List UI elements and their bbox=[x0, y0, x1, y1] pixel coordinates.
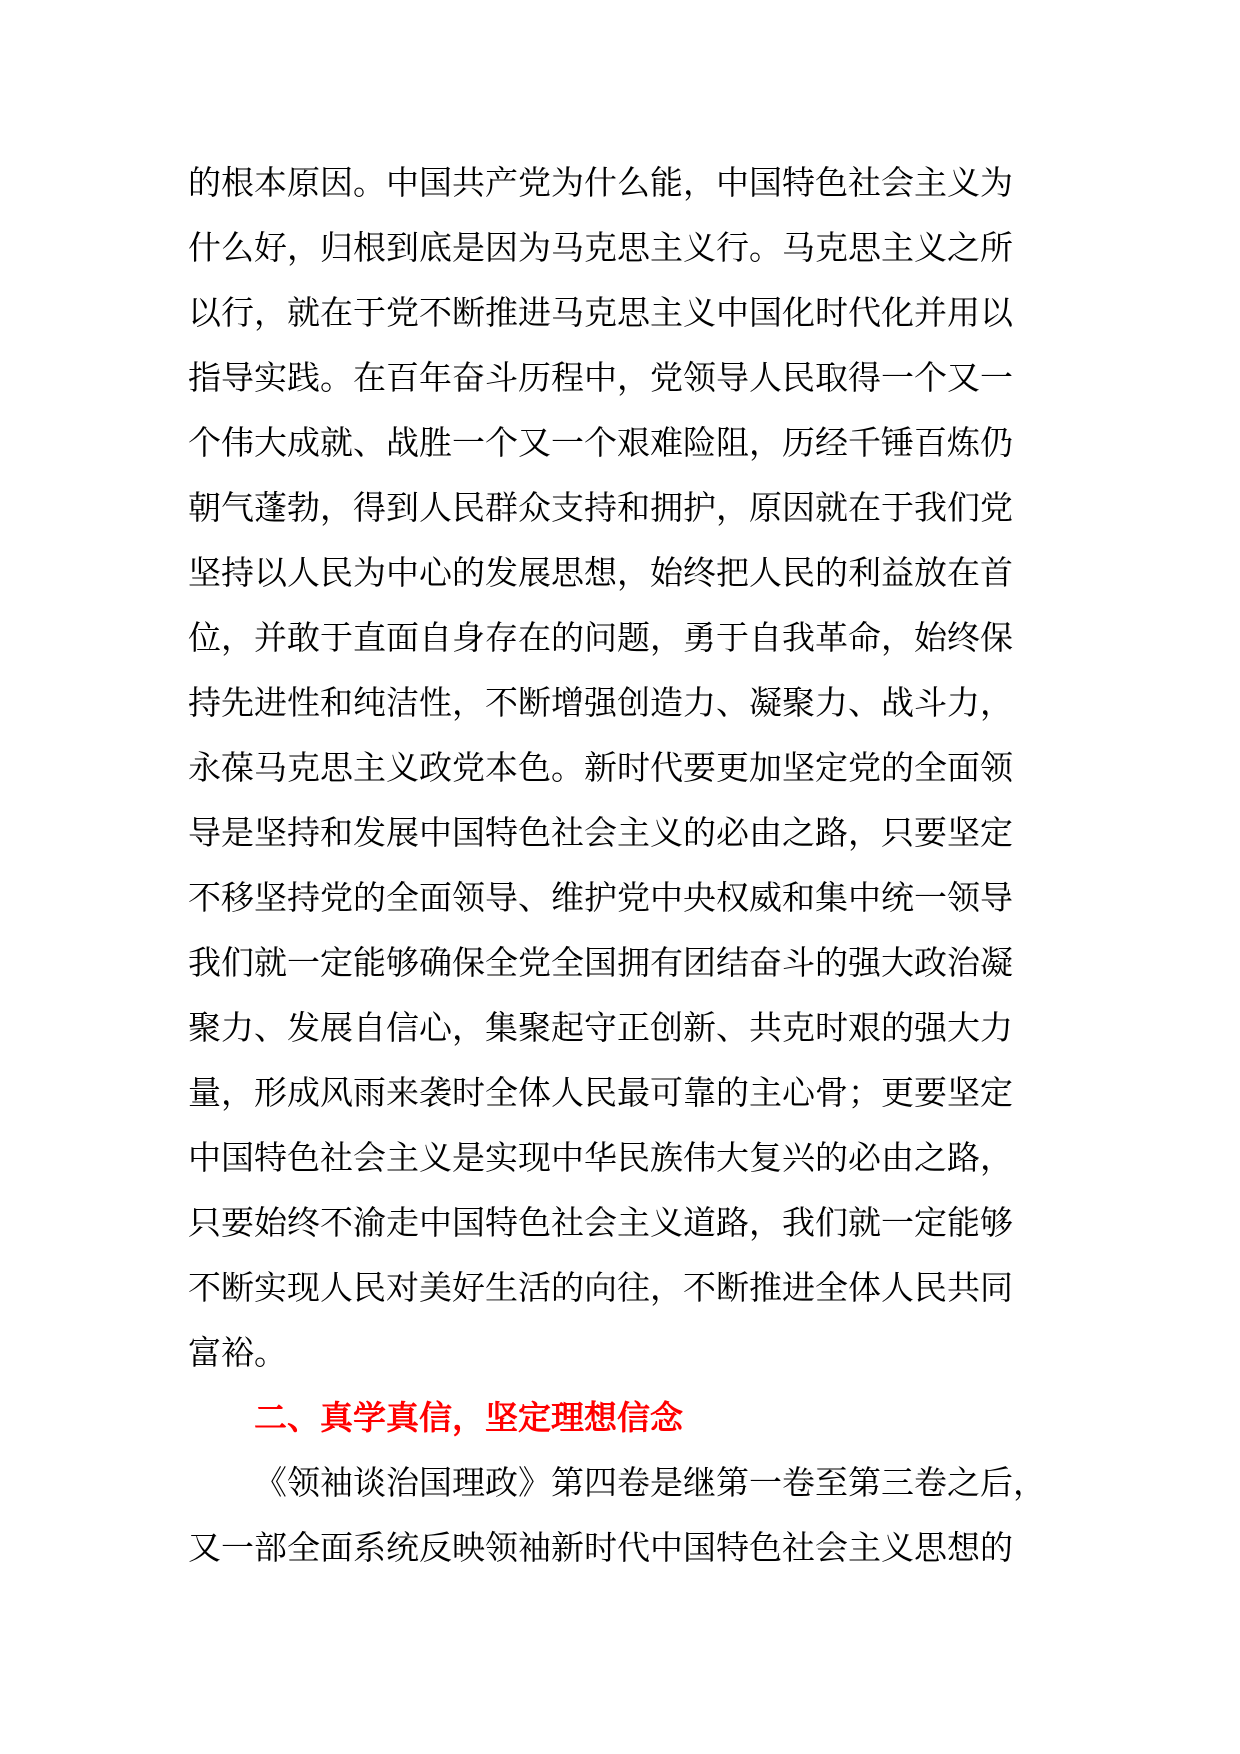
paragraph-line: 只要始终不渝走中国特色社会主义道路，我们就一定能够 bbox=[188, 1203, 1013, 1242]
paragraph-line: 坚持以人民为中心的发展思想，始终把人民的利益放在首 bbox=[188, 553, 1013, 592]
paragraph-line: 导是坚持和发展中国特色社会主义的必由之路，只要坚定 bbox=[188, 813, 1013, 852]
paragraph-line: 《领袖谈治国理政》第四卷是继第一卷至第三卷之后， bbox=[254, 1463, 1046, 1502]
paragraph-line: 聚力、发展自信心，集聚起守正创新、共克时艰的强大力 bbox=[188, 1008, 1013, 1047]
paragraph-line: 富裕。 bbox=[188, 1333, 287, 1372]
paragraph-line: 什么好，归根到底是因为马克思主义行。马克思主义之所 bbox=[188, 228, 1013, 267]
paragraph-line: 我们就一定能够确保全党全国拥有团结奋斗的强大政治凝 bbox=[188, 943, 1013, 982]
paragraph-line: 的根本原因。中国共产党为什么能，中国特色社会主义为 bbox=[188, 163, 1013, 202]
paragraph-line: 朝气蓬勃，得到人民群众支持和拥护，原因就在于我们党 bbox=[188, 488, 1013, 527]
paragraph-line: 指导实践。在百年奋斗历程中，党领导人民取得一个又一 bbox=[188, 358, 1013, 397]
paragraph-line: 持先进性和纯洁性，不断增强创造力、凝聚力、战斗力， bbox=[188, 683, 1013, 722]
paragraph-line: 中国特色社会主义是实现中华民族伟大复兴的必由之路， bbox=[188, 1138, 1013, 1177]
paragraph-line: 位，并敢于直面自身存在的问题，勇于自我革命，始终保 bbox=[188, 618, 1013, 657]
paragraph-line: 个伟大成就、战胜一个又一个艰难险阻，历经千锤百炼仍 bbox=[188, 423, 1013, 462]
body-text bbox=[188, 150, 1068, 1580]
paragraph-line: 永葆马克思主义政党本色。新时代要更加坚定党的全面领 bbox=[188, 748, 1013, 787]
paragraph-line: 不断实现人民对美好生活的向往，不断推进全体人民共同 bbox=[188, 1268, 1013, 1307]
paragraph-line: 以行，就在于党不断推进马克思主义中国化时代化并用以 bbox=[188, 293, 1013, 332]
paragraph-line: 量，形成风雨来袭时全体人民最可靠的主心骨；更要坚定 bbox=[188, 1073, 1013, 1112]
paragraph-line: 又一部全面系统反映领袖新时代中国特色社会主义思想的 bbox=[188, 1528, 1013, 1567]
section-heading: 二、真学真信，坚定理想信念 bbox=[254, 1398, 683, 1437]
paragraph-line: 不移坚持党的全面领导、维护党中央权威和集中统一领导 bbox=[188, 878, 1013, 917]
